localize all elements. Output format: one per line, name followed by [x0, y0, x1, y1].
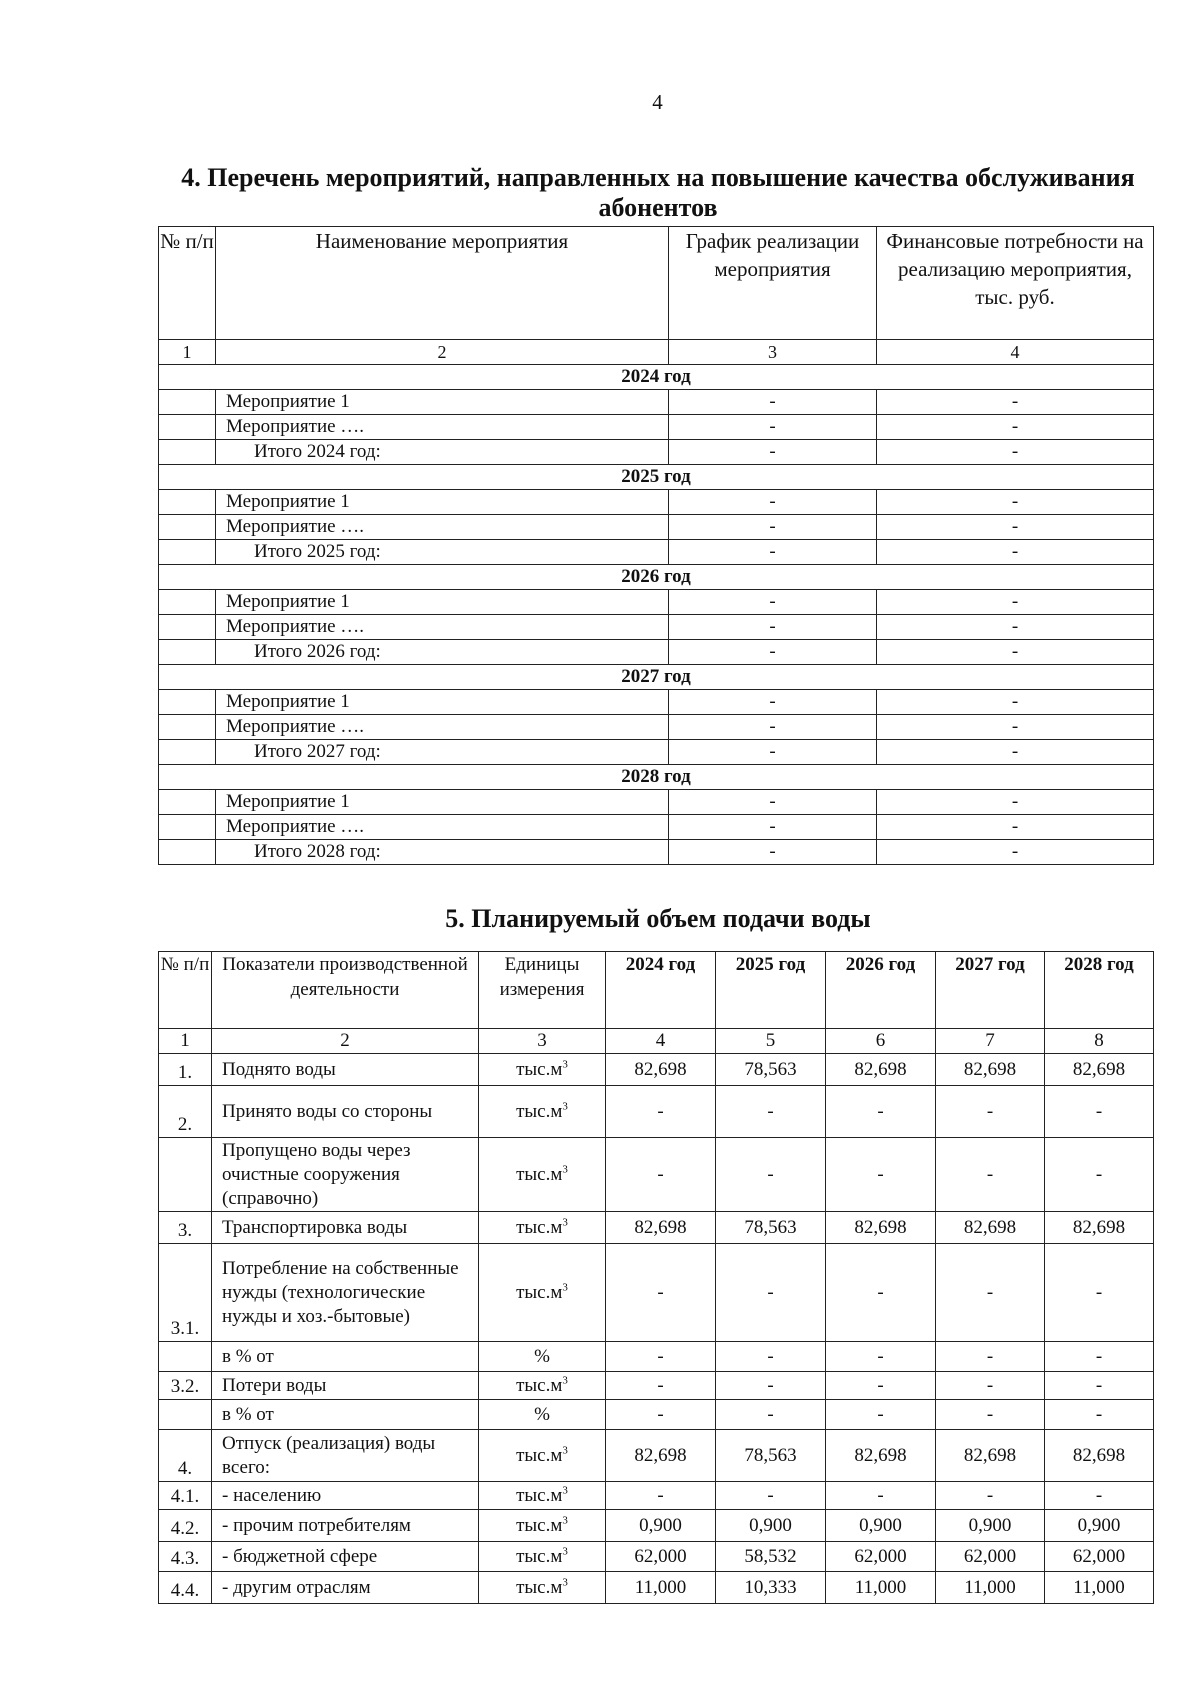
measures-table	[158, 226, 1154, 865]
year-value: -	[936, 1138, 1045, 1212]
year-value: 82,698	[1045, 1054, 1154, 1086]
section-5-title: 5. Планируемый объем подачи воды	[445, 904, 871, 933]
measure-finance: -	[877, 840, 1154, 865]
table-row	[159, 740, 1154, 765]
year-value: -	[716, 1400, 826, 1430]
year-value: 82,698	[936, 1054, 1045, 1086]
measure-name: Итого 2026 год:	[216, 640, 669, 665]
row-number	[159, 1138, 212, 1212]
column-number: 4	[606, 1029, 716, 1054]
year-row	[159, 565, 1154, 590]
row-number: 4.	[159, 1430, 212, 1482]
year-value: 82,698	[1045, 1430, 1154, 1482]
measure-schedule: -	[669, 590, 877, 615]
year-value: -	[606, 1342, 716, 1372]
year-value: -	[1045, 1086, 1154, 1138]
unit-cell	[479, 1212, 606, 1244]
table-row	[159, 515, 1154, 540]
row-number	[159, 590, 216, 615]
header-year: 2027 год	[936, 952, 1045, 1029]
measure-schedule: -	[669, 440, 877, 465]
table-row	[159, 1342, 1154, 1372]
unit-superscript: 3	[562, 1374, 568, 1387]
unit-text: тыс.м	[516, 1484, 563, 1506]
unit-superscript: 3	[562, 1100, 568, 1113]
table-row	[159, 490, 1154, 515]
year-value: -	[1045, 1400, 1154, 1430]
measures-table-body	[159, 365, 1154, 865]
column-number: 2	[216, 340, 669, 365]
measure-finance: -	[877, 815, 1154, 840]
row-number	[159, 640, 216, 665]
row-number	[159, 390, 216, 415]
measure-name: Мероприятие ….	[216, 515, 669, 540]
year-label: 2025 год	[159, 465, 1154, 490]
measure-schedule: -	[669, 390, 877, 415]
table-row	[159, 1542, 1154, 1572]
measure-schedule: -	[669, 715, 877, 740]
year-value: -	[826, 1372, 936, 1400]
unit-superscript: 3	[562, 1058, 568, 1071]
unit-superscript: 3	[562, 1545, 568, 1558]
row-number	[159, 840, 216, 865]
header-year: 2025 год	[716, 952, 826, 1029]
measure-name: Мероприятие 1	[216, 390, 669, 415]
unit-cell	[479, 1138, 606, 1212]
year-label: 2027 год	[159, 665, 1154, 690]
year-row	[159, 465, 1154, 490]
unit-cell	[479, 1482, 606, 1510]
year-value: 82,698	[826, 1430, 936, 1482]
row-number	[159, 615, 216, 640]
year-value: -	[936, 1400, 1045, 1430]
measure-name: Мероприятие ….	[216, 615, 669, 640]
row-number	[159, 740, 216, 765]
unit-text: %	[534, 1345, 550, 1367]
year-value: 82,698	[606, 1430, 716, 1482]
header-number: № п/п	[159, 952, 212, 1029]
measure-name: Мероприятие ….	[216, 415, 669, 440]
year-label: 2028 год	[159, 765, 1154, 790]
year-value: -	[716, 1372, 826, 1400]
table-row	[159, 615, 1154, 640]
year-value: -	[1045, 1138, 1154, 1212]
row-number	[159, 440, 216, 465]
year-value: 82,698	[936, 1430, 1045, 1482]
measure-name: Итого 2027 год:	[216, 740, 669, 765]
row-number: 3.	[159, 1212, 212, 1244]
column-number: 7	[936, 1029, 1045, 1054]
measure-schedule: -	[669, 415, 877, 440]
row-number: 4.4.	[159, 1572, 212, 1604]
measure-finance: -	[877, 490, 1154, 515]
indicator-name: Потери воды	[212, 1372, 479, 1400]
year-row	[159, 765, 1154, 790]
year-value: 78,563	[716, 1054, 826, 1086]
indicator-name: Транспортировка воды	[212, 1212, 479, 1244]
year-value: 82,698	[826, 1054, 936, 1086]
year-value: -	[606, 1372, 716, 1400]
measure-schedule: -	[669, 690, 877, 715]
year-value: -	[716, 1482, 826, 1510]
year-value: -	[716, 1138, 826, 1212]
unit-superscript: 3	[562, 1216, 568, 1229]
year-value: -	[936, 1342, 1045, 1372]
year-value: -	[1045, 1372, 1154, 1400]
measure-finance: -	[877, 540, 1154, 565]
year-value: -	[716, 1086, 826, 1138]
header-finance: Финансовые потребности на реализацию мероприятия, тыс. руб.	[877, 227, 1154, 340]
unit-text: тыс.м	[516, 1163, 563, 1185]
year-value: 11,000	[606, 1572, 716, 1604]
measure-schedule: -	[669, 615, 877, 640]
row-number: 2.	[159, 1086, 212, 1138]
year-label: 2026 год	[159, 565, 1154, 590]
header-indicator: Показатели производственной деятельности	[212, 952, 479, 1029]
year-value: 62,000	[826, 1542, 936, 1572]
year-value: 58,532	[716, 1542, 826, 1572]
table-row	[159, 590, 1154, 615]
measure-finance: -	[877, 790, 1154, 815]
indicator-name: - населению	[212, 1482, 479, 1510]
year-value: -	[606, 1244, 716, 1342]
year-value: 0,900	[716, 1510, 826, 1542]
year-value: 82,698	[606, 1212, 716, 1244]
measure-schedule: -	[669, 790, 877, 815]
table-row	[159, 1212, 1154, 1244]
unit-superscript: 3	[562, 1514, 568, 1527]
measure-finance: -	[877, 740, 1154, 765]
indicator-name: в % от	[212, 1400, 479, 1430]
table-row	[159, 1086, 1154, 1138]
measure-finance: -	[877, 440, 1154, 465]
unit-cell	[479, 1342, 606, 1372]
row-number	[159, 715, 216, 740]
unit-cell	[479, 1372, 606, 1400]
row-number	[159, 790, 216, 815]
unit-cell	[479, 1086, 606, 1138]
year-row	[159, 665, 1154, 690]
column-number: 3	[479, 1029, 606, 1054]
table-row	[159, 1372, 1154, 1400]
year-value: -	[826, 1086, 936, 1138]
table-row	[159, 440, 1154, 465]
measure-schedule: -	[669, 515, 877, 540]
column-number: 6	[826, 1029, 936, 1054]
unit-cell	[479, 1510, 606, 1542]
row-number: 4.2.	[159, 1510, 212, 1542]
table-row	[159, 540, 1154, 565]
unit-text: тыс.м	[516, 1100, 563, 1122]
section-4-title: 4. Перечень мероприятий, направленных на повышение качества обслуживания абонентов	[181, 163, 1135, 222]
row-number	[159, 415, 216, 440]
year-value: -	[826, 1400, 936, 1430]
table-row	[159, 1400, 1154, 1430]
header-year: 2024 год	[606, 952, 716, 1029]
indicator-name: - другим отраслям	[212, 1572, 479, 1604]
year-value: 11,000	[826, 1572, 936, 1604]
indicator-name: Потребление на собственные нужды (технологические нужды и хоз.-бытовые)	[212, 1244, 479, 1342]
unit-text: тыс.м	[516, 1058, 563, 1080]
year-value: 78,563	[716, 1212, 826, 1244]
row-number	[159, 690, 216, 715]
measure-name: Мероприятие 1	[216, 790, 669, 815]
year-value: -	[606, 1086, 716, 1138]
unit-text: тыс.м	[516, 1444, 563, 1466]
row-number: 3.2.	[159, 1372, 212, 1400]
water-supply-table	[158, 951, 1154, 1604]
year-value: -	[1045, 1244, 1154, 1342]
year-value: -	[826, 1482, 936, 1510]
table-row	[159, 715, 1154, 740]
unit-superscript: 3	[562, 1576, 568, 1589]
measure-schedule: -	[669, 490, 877, 515]
measure-name: Мероприятие 1	[216, 590, 669, 615]
table-header-row	[159, 952, 1154, 1029]
table-row	[159, 1572, 1154, 1604]
table-row	[159, 840, 1154, 865]
header-schedule: График реализации мероприятия	[669, 227, 877, 340]
unit-superscript: 3	[562, 1484, 568, 1497]
header-unit: Единицы измерения	[479, 952, 606, 1029]
measure-finance: -	[877, 715, 1154, 740]
table-row	[159, 1510, 1154, 1542]
year-value: -	[606, 1138, 716, 1212]
year-row	[159, 365, 1154, 390]
row-number	[159, 490, 216, 515]
unit-text: тыс.м	[516, 1281, 563, 1303]
measure-finance: -	[877, 415, 1154, 440]
measure-schedule: -	[669, 740, 877, 765]
unit-superscript: 3	[562, 1444, 568, 1457]
year-value: -	[936, 1482, 1045, 1510]
table-row	[159, 415, 1154, 440]
column-numbers-row	[159, 1029, 1154, 1054]
indicator-name: Отпуск (реализация) воды всего:	[212, 1430, 479, 1482]
year-value: 11,000	[936, 1572, 1045, 1604]
indicator-name: Поднято воды	[212, 1054, 479, 1086]
row-number	[159, 1342, 212, 1372]
row-number	[159, 1400, 212, 1430]
row-number: 1.	[159, 1054, 212, 1086]
measure-finance: -	[877, 590, 1154, 615]
year-value: -	[606, 1400, 716, 1430]
unit-text: тыс.м	[516, 1374, 563, 1396]
page-number: 4	[652, 90, 663, 114]
table-row	[159, 1244, 1154, 1342]
measure-schedule: -	[669, 640, 877, 665]
unit-cell	[479, 1572, 606, 1604]
year-value: 0,900	[936, 1510, 1045, 1542]
year-value: 82,698	[606, 1054, 716, 1086]
year-value: -	[1045, 1482, 1154, 1510]
indicator-name: в % от	[212, 1342, 479, 1372]
table-row	[159, 690, 1154, 715]
row-number	[159, 540, 216, 565]
measure-name: Итого 2025 год:	[216, 540, 669, 565]
measure-name: Итого 2028 год:	[216, 840, 669, 865]
unit-cell	[479, 1542, 606, 1572]
year-value: -	[826, 1138, 936, 1212]
year-value: 82,698	[936, 1212, 1045, 1244]
year-value: -	[936, 1372, 1045, 1400]
column-number: 4	[877, 340, 1154, 365]
measure-finance: -	[877, 515, 1154, 540]
year-value: -	[716, 1244, 826, 1342]
table-row	[159, 815, 1154, 840]
measure-name: Мероприятие 1	[216, 690, 669, 715]
unit-text: тыс.м	[516, 1576, 563, 1598]
header-year: 2026 год	[826, 952, 936, 1029]
indicator-name: Пропущено воды через очистные сооружения (справочно)	[212, 1138, 479, 1212]
unit-text: %	[534, 1403, 550, 1425]
year-value: -	[936, 1244, 1045, 1342]
measure-finance: -	[877, 390, 1154, 415]
measure-name: Мероприятие ….	[216, 715, 669, 740]
unit-cell	[479, 1244, 606, 1342]
unit-cell	[479, 1430, 606, 1482]
year-value: -	[826, 1342, 936, 1372]
indicator-name: Принято воды со стороны	[212, 1086, 479, 1138]
measure-finance: -	[877, 690, 1154, 715]
measure-finance: -	[877, 640, 1154, 665]
year-value: 62,000	[936, 1542, 1045, 1572]
header-measure-name: Наименование мероприятия	[216, 227, 669, 340]
water-supply-table-body	[159, 1054, 1154, 1604]
table-row	[159, 640, 1154, 665]
row-number: 4.1.	[159, 1482, 212, 1510]
measure-name: Итого 2024 год:	[216, 440, 669, 465]
unit-superscript: 3	[562, 1281, 568, 1294]
year-label: 2024 год	[159, 365, 1154, 390]
row-number	[159, 815, 216, 840]
table-header-row	[159, 227, 1154, 340]
measure-finance: -	[877, 615, 1154, 640]
table-row	[159, 1430, 1154, 1482]
column-numbers-row	[159, 340, 1154, 365]
unit-cell	[479, 1400, 606, 1430]
table-row	[159, 1482, 1154, 1510]
row-number	[159, 515, 216, 540]
year-value: -	[826, 1244, 936, 1342]
measure-name: Мероприятие 1	[216, 490, 669, 515]
unit-text: тыс.м	[516, 1216, 563, 1238]
column-number: 5	[716, 1029, 826, 1054]
measure-schedule: -	[669, 815, 877, 840]
year-value: -	[1045, 1342, 1154, 1372]
year-value: 62,000	[606, 1542, 716, 1572]
year-value: 62,000	[1045, 1542, 1154, 1572]
column-number: 8	[1045, 1029, 1154, 1054]
column-number: 3	[669, 340, 877, 365]
measure-name: Мероприятие ….	[216, 815, 669, 840]
table-row	[159, 1054, 1154, 1086]
row-number: 3.1.	[159, 1244, 212, 1342]
unit-text: тыс.м	[516, 1545, 563, 1567]
row-number: 4.3.	[159, 1542, 212, 1572]
measure-schedule: -	[669, 540, 877, 565]
indicator-name: - прочим потребителям	[212, 1510, 479, 1542]
year-value: 82,698	[1045, 1212, 1154, 1244]
header-year: 2028 год	[1045, 952, 1154, 1029]
year-value: 0,900	[826, 1510, 936, 1542]
table-row	[159, 790, 1154, 815]
year-value: 82,698	[826, 1212, 936, 1244]
year-value: -	[936, 1086, 1045, 1138]
year-value: 0,900	[606, 1510, 716, 1542]
column-number: 1	[159, 340, 216, 365]
year-value: 78,563	[716, 1430, 826, 1482]
table-row	[159, 390, 1154, 415]
year-value: 0,900	[1045, 1510, 1154, 1542]
unit-superscript: 3	[562, 1163, 568, 1176]
year-value: 10,333	[716, 1572, 826, 1604]
column-number: 1	[159, 1029, 212, 1054]
unit-text: тыс.м	[516, 1514, 563, 1536]
year-value: 11,000	[1045, 1572, 1154, 1604]
column-number: 2	[212, 1029, 479, 1054]
indicator-name: - бюджетной сфере	[212, 1542, 479, 1572]
header-number: № п/п	[159, 227, 216, 340]
table-row	[159, 1138, 1154, 1212]
unit-cell	[479, 1054, 606, 1086]
measure-schedule: -	[669, 840, 877, 865]
year-value: -	[606, 1482, 716, 1510]
year-value: -	[716, 1342, 826, 1372]
